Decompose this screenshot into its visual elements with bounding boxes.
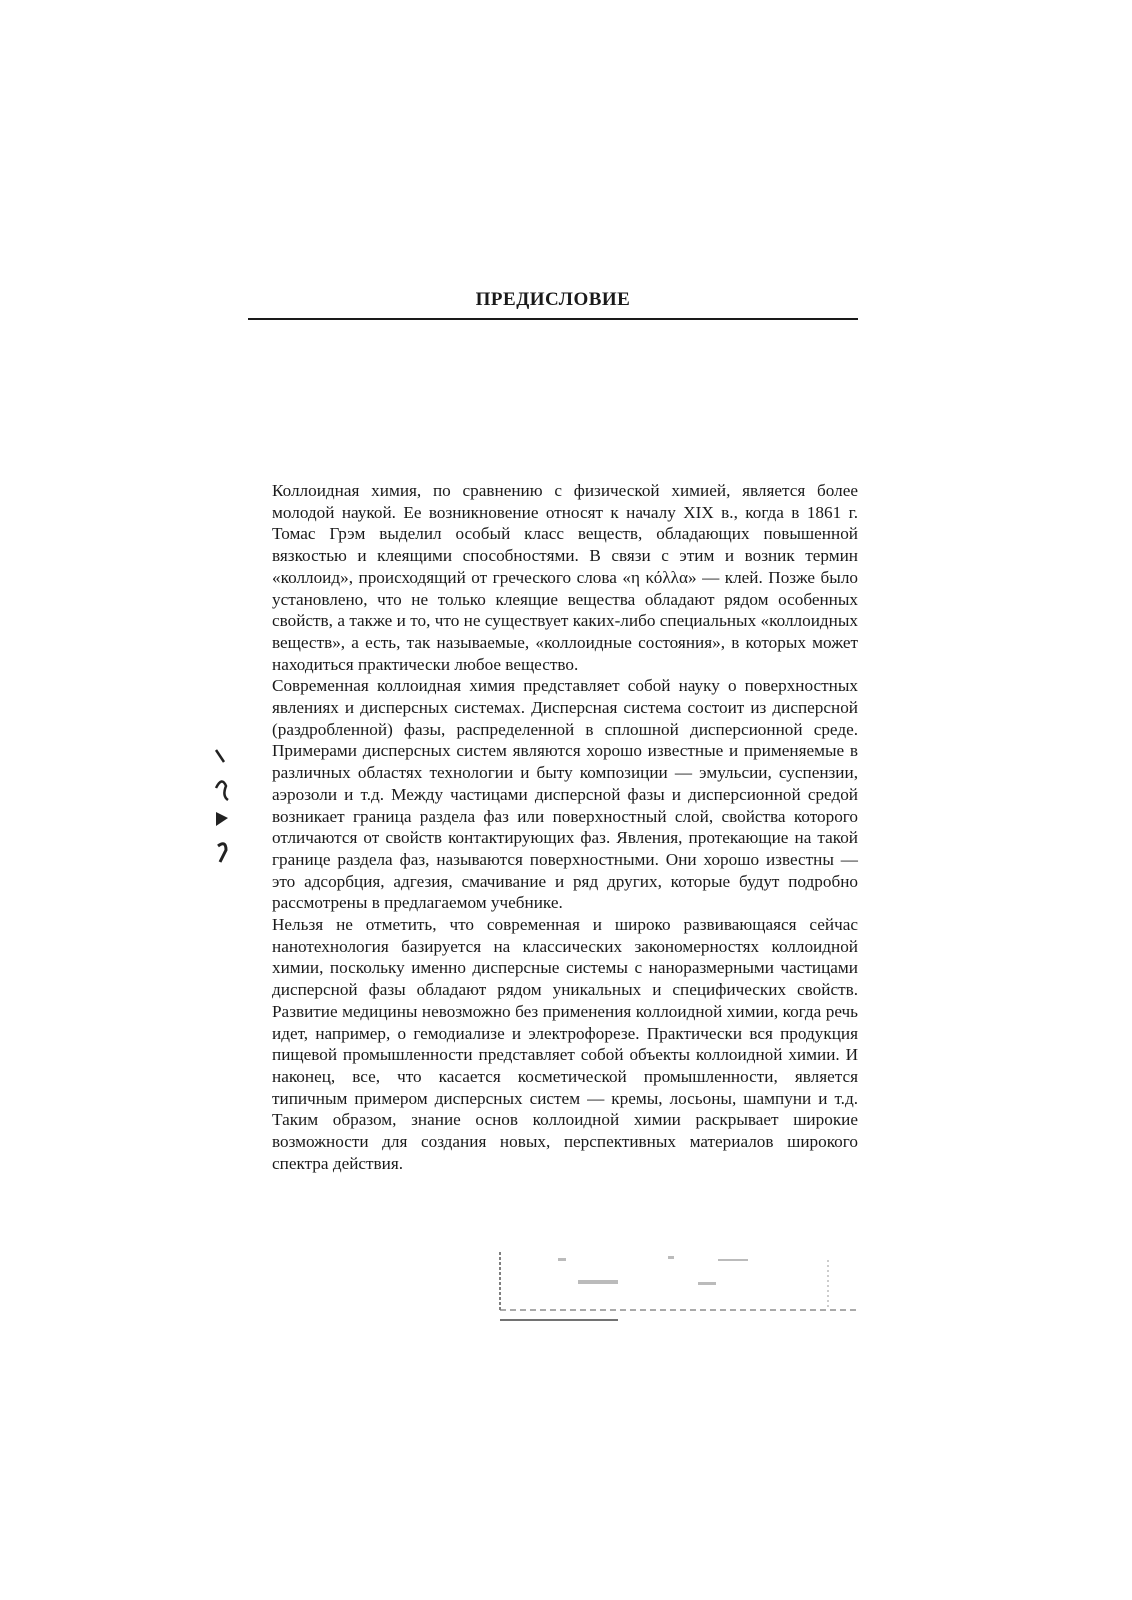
library-stamp <box>498 1250 858 1322</box>
paragraph-1: Коллоидная химия, по сравнению с физической химией, является более молодой наукой. Ее возникновение относят к началу XIX в., когда в 1861 г. Томас Грэм выделил особый класс веществ, обладающих повышенной вязкостью и клеящими способностями. В связи с этим и возник термин «коллоид», происходящий от греческого слова «η κόλλα» — клей. Позже было установлено, что не только клеящие вещества обладают рядом особенных свойств, а также и то, что не существует каких-либо специальных «коллоидных веществ», а есть, так называемые, «коллоидные состояния», в которых может находиться практически любое вещество. <box>272 481 858 674</box>
paragraph-2: Современная коллоидная химия представляет собой науку о поверхностных явлениях и дисперсных системах. Дисперсная система состоит из дисперсной (раздробленной) фазы, распределенной в сплошной дисперсионной среде. Примерами дисперсных систем являются хорошо известные и применяемые в различных областях технологии и быту композиции — эмульсии, суспензии, аэрозоли и т.д. Между частицами дисперсной фазы и дисперсионной средой возникает граница раздела фаз или поверхностный слой, свойства которого отличаются от свойств контактирующих фаз. Явления, протекающие на такой границе раздела фаз, называются поверхностными. Они хорошо известны — это адсорбция, адгезия, смачивание и ряд других, которые будут подробно рассмотрены в предлагаемом учебнике. <box>272 676 858 913</box>
preface-body <box>272 480 858 1175</box>
title-underline <box>248 318 858 320</box>
paragraph-3: Нельзя не отметить, что современная и широко развивающаяся сейчас нанотехнология базируется на классических закономерностях коллоидной химии, поскольку именно дисперсные системы с наноразмерными частицами дисперсной фазы обладают рядом уникальных и специфических свойств. Развитие медицины невозможно без применения коллоидной химии, когда речь идет, например, о гемодиализе и электрофорезе. Практически вся продукция пищевой промышленности представляет собой объекты коллоидной химии. И наконец, все, что касается косметической промышленности, является типичным примером дисперсных систем — кремы, лосьоны, шампуни и т.д. Таким образом, знание основ коллоидной химии раскрывает широкие возможности для создания новых, перспективных материалов широкого спектра действия. <box>272 915 858 1173</box>
page-title: ПРЕДИСЛОВИЕ <box>475 289 631 310</box>
margin-pencil-marks <box>212 748 234 868</box>
